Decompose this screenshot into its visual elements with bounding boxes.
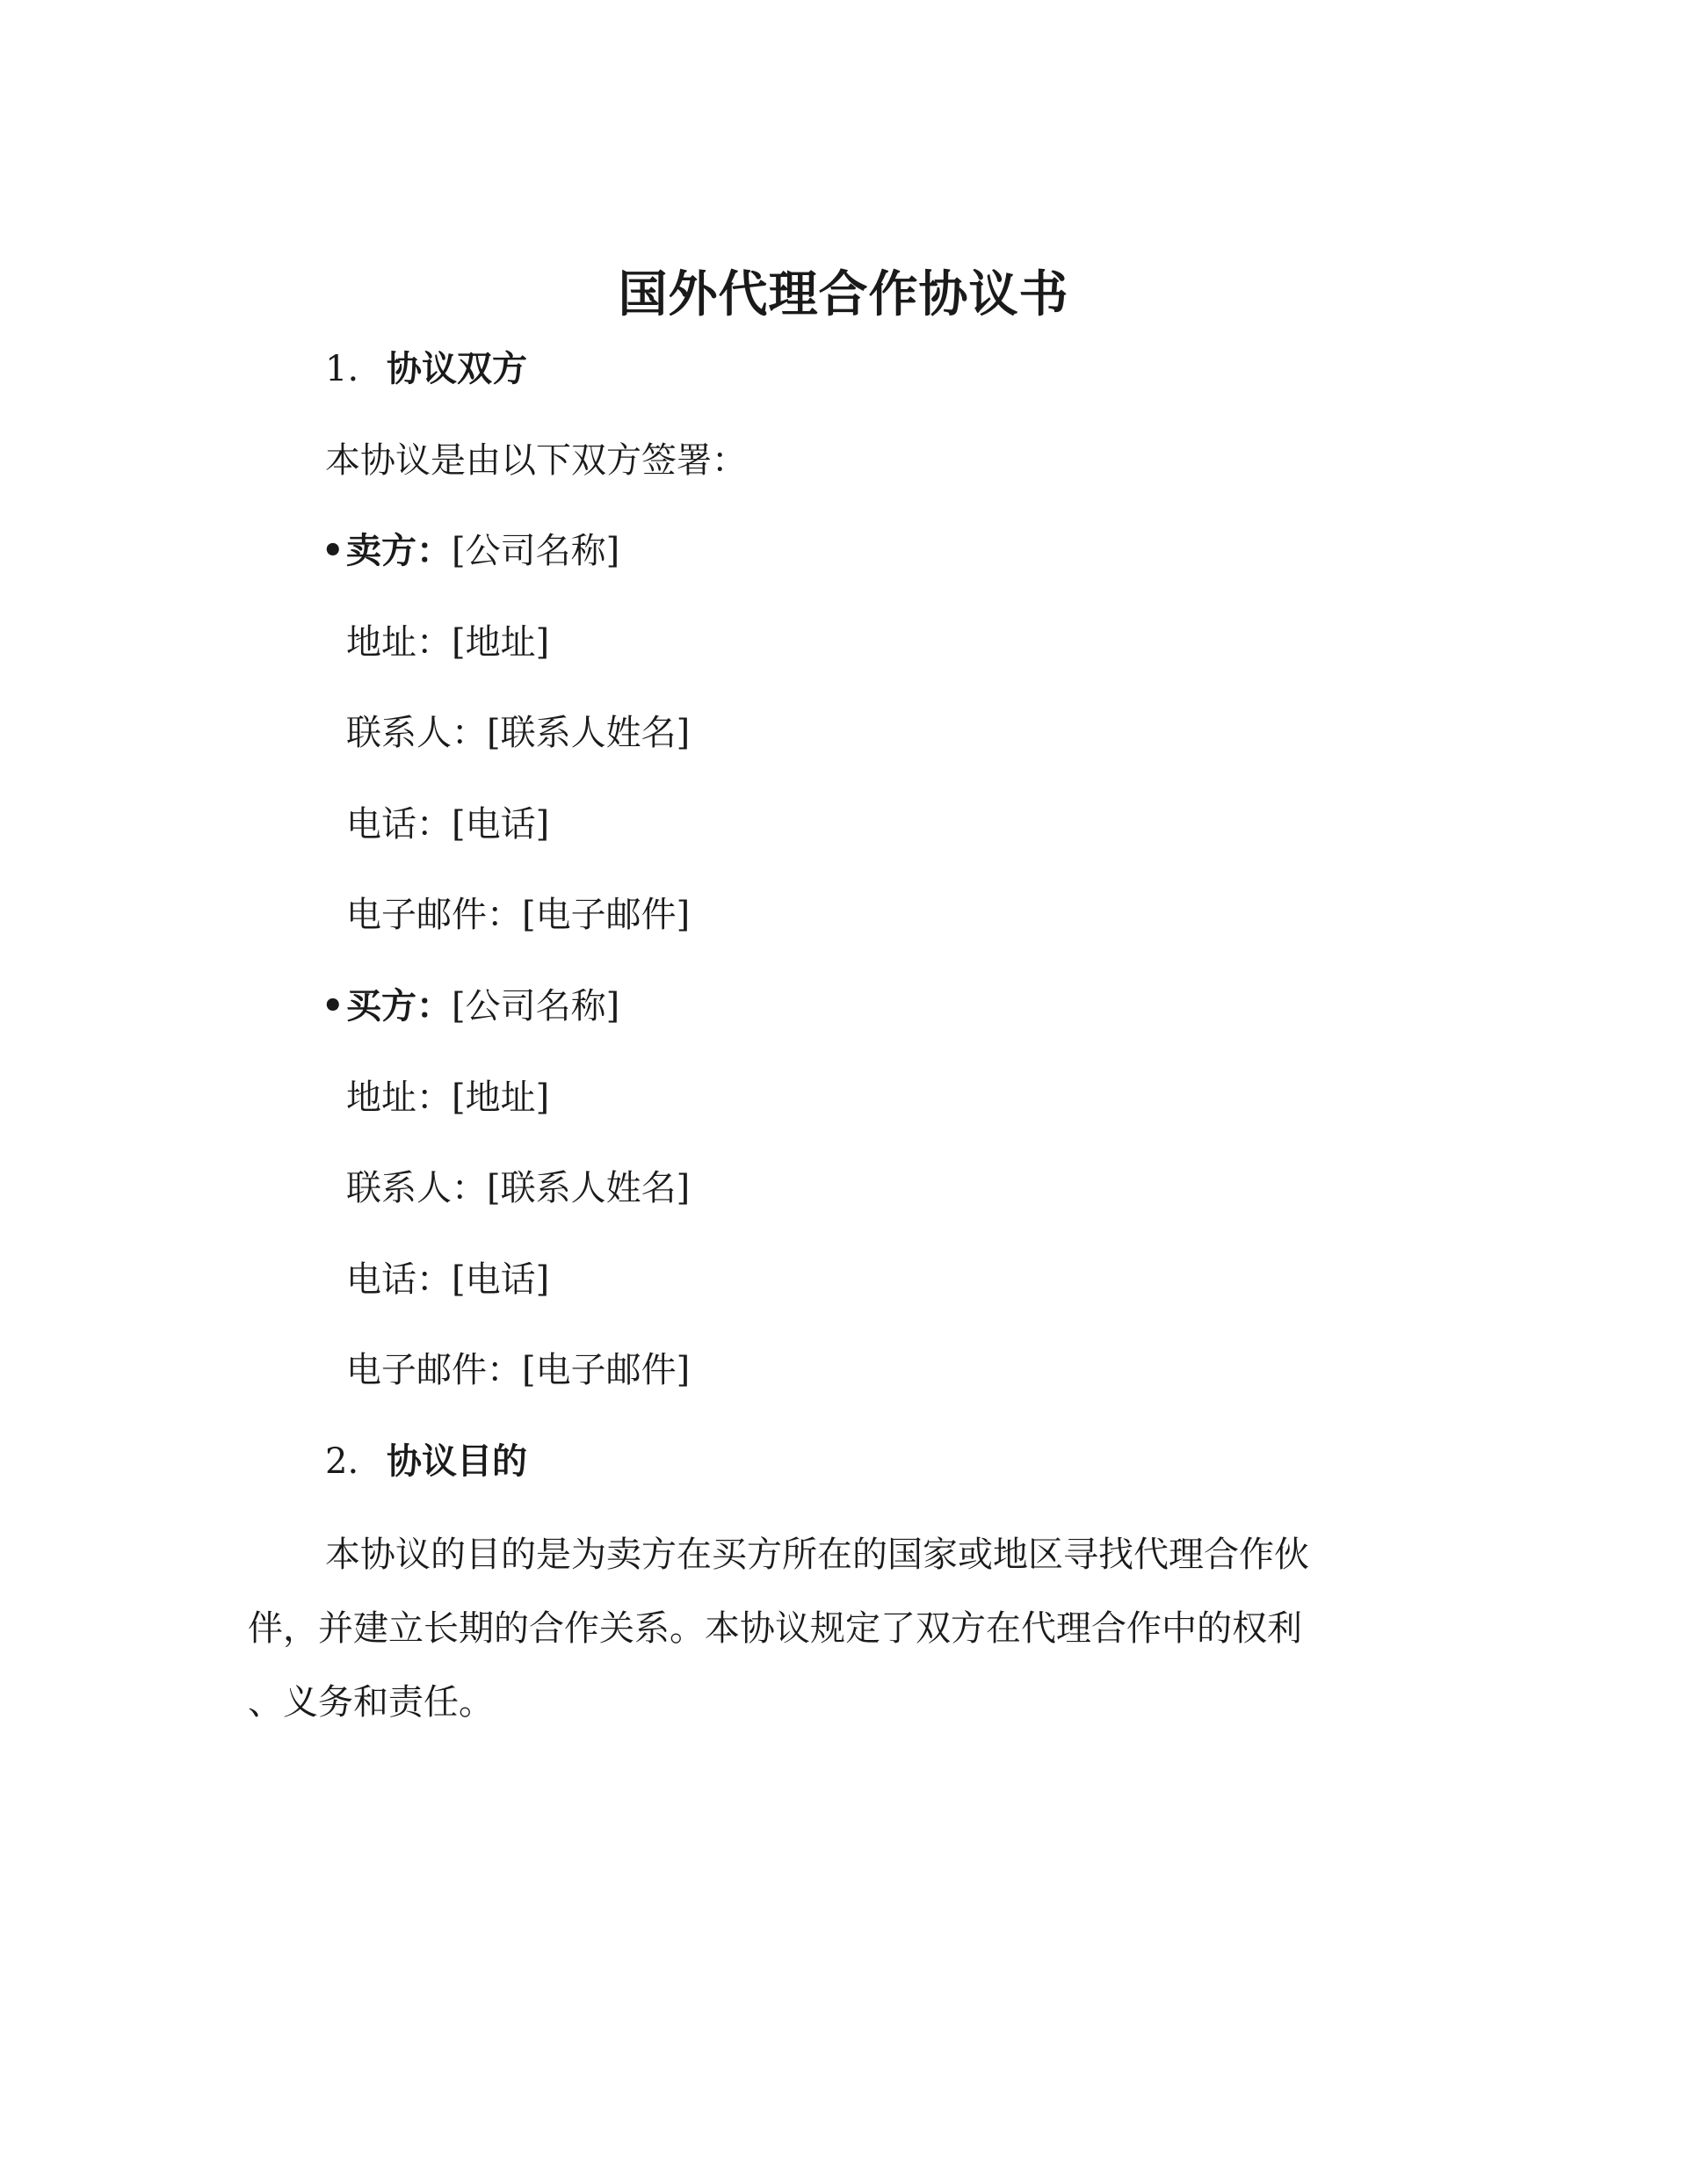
section-number: 1. xyxy=(325,349,359,389)
section-heading-2 xyxy=(325,1437,527,1486)
buyer-contact: 联系人：[联系人姓名] xyxy=(346,1168,691,1208)
intro-text: 本协议是由以下双方签署： xyxy=(325,440,747,481)
section-number: 2. xyxy=(325,1441,359,1482)
seller-name: [公司名称] xyxy=(452,531,620,571)
buyer-label: 买方： xyxy=(346,985,452,1027)
seller-phone: 电话：[电话] xyxy=(346,804,550,845)
seller-label: 卖方： xyxy=(346,530,452,571)
paragraph-line: 本协议的目的是为卖方在买方所在的国家或地区寻找代理合作伙 xyxy=(325,1535,1309,1575)
seller-address: 地址：[地址] xyxy=(346,622,550,663)
buyer-item xyxy=(322,982,619,1031)
section-heading-1 xyxy=(325,345,527,394)
seller-contact: 联系人：[联系人姓名] xyxy=(346,713,691,753)
seller-email: 电子邮件：[电子邮件] xyxy=(346,895,691,935)
buyer-phone: 电话：[电话] xyxy=(346,1259,550,1300)
document-title: 国外代理合作协议书 xyxy=(618,265,1069,323)
paragraph-line: 、义务和责任。 xyxy=(248,1682,494,1723)
purpose-paragraph xyxy=(248,1518,1399,1739)
buyer-name: [公司名称] xyxy=(452,986,620,1027)
seller-item xyxy=(322,526,619,576)
buyer-address: 地址：[地址] xyxy=(346,1077,550,1118)
section-heading-text: 协议双方 xyxy=(387,348,527,389)
paragraph-line: 伴，并建立长期的合作关系。本协议规定了双方在代理合作中的权利 xyxy=(248,1608,1302,1649)
bullet-icon: • xyxy=(322,985,344,1027)
section-heading-text: 协议目的 xyxy=(387,1440,527,1482)
bullet-icon: • xyxy=(322,530,344,571)
buyer-email: 电子邮件：[电子邮件] xyxy=(346,1350,691,1390)
